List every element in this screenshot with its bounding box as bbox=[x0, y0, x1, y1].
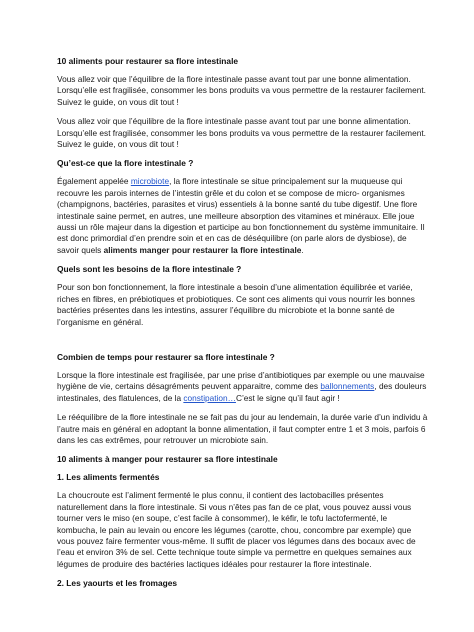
intro-paragraph-2: Vous allez voir que l’équilibre de la flore intestinale passe avant tout par une bonne alimentation. Lorsqu’elle est fragilisée, consommer les bons produits va vous permettre de la restaurer facilement. Suivez le guide, on vous dit tout ! bbox=[57, 116, 426, 150]
document-title: 10 aliments pour restaurer sa flore intestinale bbox=[57, 56, 239, 66]
constipation-link[interactable]: constipation… bbox=[183, 392, 236, 403]
fermentes-paragraph: La choucroute est l’aliment fermenté le plus connu, il contient des lactobacilles présentes naturellement dans la flore intestinale. Si vous n’êtes pas fan de ce plat, vous pouvez aussi vous tourner vers le miso (en soupe, c’est facile à consommer), le kéfir, le tofu lactofermenté, le kombucha, le pain au levain ou encore les légumes (carotte, chou, concombre par exemple) que vous pouvez faire fermenter vous-même. Il suffit de placer vos légumes dans des bocaux avec de l’eau et environ 3% de sel. Cette technique toute simple va permettre en quelques semaines aux légumes de produire des bactéries lactiques idéales pour restaurer la flore intestinale. bbox=[57, 490, 416, 569]
section-flore-paragraph bbox=[57, 176, 430, 256]
ballonnements-link[interactable]: ballonnements bbox=[320, 381, 375, 392]
subheading-fermentes: 1. Les aliments fermentés bbox=[57, 472, 160, 483]
intro-paragraph-1: Vous allez voir que l’équilibre de la flore intestinale passe avant tout par une bonne alimentation. Lorsqu’elle est fragilisée, consommer les bons produits va vous permettre de la restaurer facilement. Suivez le guide, on vous dit tout ! bbox=[57, 74, 426, 107]
section-heading-duree: Combien de temps pour restaurer sa flore intestinale ? bbox=[57, 351, 275, 362]
bold-phrase: aliments manger pour restaurer la flore intestinale bbox=[103, 244, 302, 255]
section-heading-flore: Qu’est-ce que la flore intestinale ? bbox=[57, 158, 194, 169]
spacer bbox=[57, 336, 430, 352]
microbiote-link[interactable]: microbiote bbox=[130, 176, 170, 187]
section-duree-paragraph-2: Le rééquilibre de la flore intestinale ne se fait pas du jour au lendemain, la durée varie d’un individu à l’autre mais en général en adoptant la bonne alimentation, il faut compter entre 1 et 3 mois, parfois 6 dans les cas extrêmes, pour retrouver un microbiote sain. bbox=[57, 412, 428, 445]
text-segment: , la flore intestinale se situe principalement sur la muqueuse qui recouvre les parois internes de l’intestin grêle et du colon et se compose de micro- organismes (champignons, bactéries, parasites et virus) essentiels à la bonne santé du tube digestif. Une flore intestinale saine permet, en autres, une meilleure absorption des vitamines et minéraux. Elle joue aussi un rôle majeur dans la digestion et participe au bon fonctionnement du système immunitaire. Il est donc primordial d’en prendre soin et en cas de déséquilibre (on parle alors de dysbiose), de savoir quels bbox=[57, 176, 425, 255]
text-segment: Lorsque la flore intestinale est fragilisée, par une prise d’antibiotiques par exemple ou une mauvaise hygiène de vie, certains désagréments peuvent apparaitre, comme des bbox=[57, 369, 425, 392]
text-segment: , des douleurs intestinales, des flatulences, de la bbox=[57, 381, 427, 403]
section-heading-besoins: Quels sont les besoins de la flore intestinale ? bbox=[57, 264, 242, 275]
section-duree-paragraph-1 bbox=[57, 370, 430, 404]
section-besoins-paragraph: Pour son bon fonctionnement, la flore intestinale a besoin d’une alimentation équilibrée et variée, riches en fibres, en prébiotiques et probiotiques. Ce sont ces aliments qui vous nourrir les bonnes bactéries présentes dans les intestins, assurer l’équilibre du microbiote et la bonne santé de l’organisme en général. bbox=[57, 282, 415, 327]
subheading-yaourts: 2. Les yaourts et les fromages bbox=[57, 578, 178, 589]
text-segment: C’est le signe qu’il faut agir ! bbox=[235, 392, 340, 403]
section-heading-aliments: 10 aliments à manger pour restaurer sa flore intestinale bbox=[57, 454, 278, 465]
text-segment: Également appelée bbox=[57, 176, 131, 187]
text-segment: . bbox=[301, 244, 304, 255]
